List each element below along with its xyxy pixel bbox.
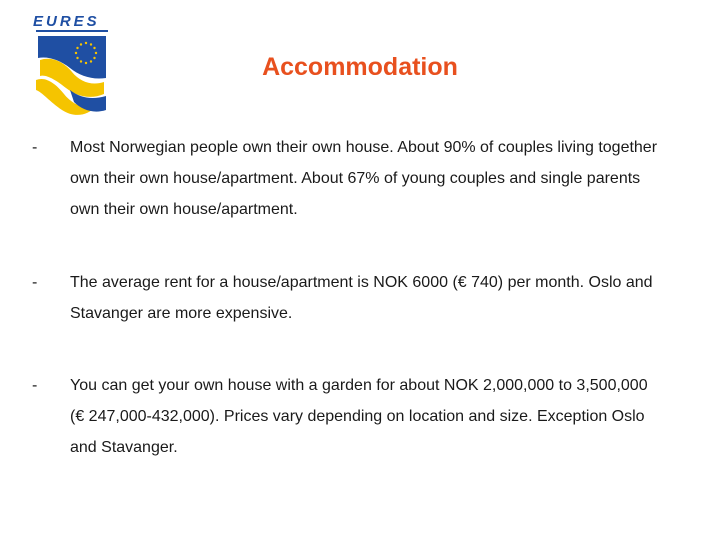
- bullet-text: Most Norwegian people own their own house. About 90% of couples living together own their own house/apartment. About 67% of young couples and single parents own their own house/apartment.: [70, 139, 658, 218]
- svg-text:EURES: EURES: [33, 13, 100, 30]
- page-title: Accommodation: [262, 53, 458, 81]
- bullet-marker: -: [32, 139, 38, 156]
- bullet-marker: -: [32, 274, 38, 291]
- bullet-marker: -: [32, 377, 38, 394]
- bullet-text: You can get your own house with a garden for about NOK 2,000,000 to 3,500,000 (€ 247,000-432,000). Prices vary depending on location and size. Exception Oslo and Stavanger.: [70, 377, 648, 456]
- eures-logo: [30, 10, 112, 122]
- bullet-text: The average rent for a house/apartment is NOK 6000 (€ 740) per month. Oslo and Stavanger are more expensive.: [70, 274, 653, 322]
